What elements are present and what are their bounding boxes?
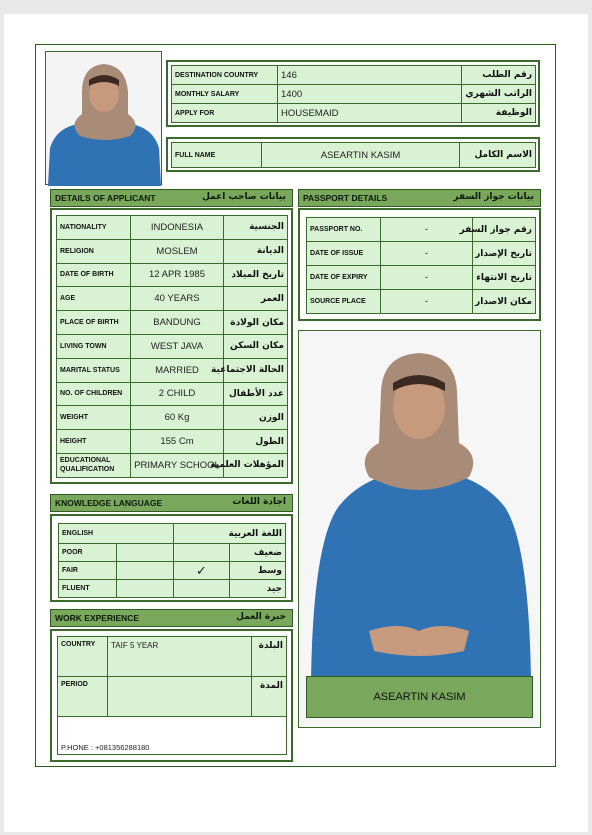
table-row bbox=[57, 239, 288, 263]
name-plate: ASEARTIN KASIM bbox=[306, 676, 533, 718]
language-table bbox=[58, 523, 286, 598]
work-country-ar: البلدة bbox=[252, 637, 287, 677]
passport-title: PASSPORT DETAILS bbox=[303, 193, 388, 203]
applicant-field-value: PRIMARY SCHOOL bbox=[131, 453, 224, 477]
applicant-field-ar: الديانة bbox=[224, 239, 288, 263]
passport-field-label: PASSPORT NO. bbox=[307, 218, 381, 242]
work-period-value bbox=[108, 677, 252, 717]
applicant-field-label: RELIGION bbox=[57, 239, 131, 263]
monthly-salary-ar: الراتب الشهري bbox=[462, 85, 536, 104]
language-header-english: ENGLISH bbox=[59, 524, 174, 544]
applicant-field-value: BANDUNG bbox=[131, 311, 224, 335]
applicant-field-label: EDUCATIONAL QUALIFICATION bbox=[57, 453, 131, 477]
table-row bbox=[59, 544, 286, 562]
applicant-field-label: DATE OF BIRTH bbox=[57, 263, 131, 287]
apply-for-value: HOUSEMAID bbox=[278, 104, 462, 123]
passport-field-value: - bbox=[381, 242, 473, 266]
table-row bbox=[57, 453, 288, 477]
applicant-field-label: MARITAL STATUS bbox=[57, 358, 131, 382]
language-level-label: FLUENT bbox=[59, 580, 117, 598]
table-row bbox=[57, 216, 288, 240]
applicant-field-ar: مكان السكن bbox=[224, 334, 288, 358]
full-name-ar: الاسم الكامل bbox=[460, 143, 536, 168]
full-name-table bbox=[171, 142, 536, 168]
table-row bbox=[59, 524, 286, 544]
table-row bbox=[172, 85, 536, 104]
table-row bbox=[58, 637, 287, 677]
portrait-image bbox=[46, 52, 163, 186]
applicant-field-value: 40 YEARS bbox=[131, 287, 224, 311]
table-row bbox=[57, 263, 288, 287]
table-row bbox=[58, 717, 287, 755]
table-row bbox=[307, 290, 536, 314]
table-row bbox=[59, 562, 286, 580]
language-section-header bbox=[50, 494, 293, 512]
work-country-label: COUNTRY bbox=[58, 637, 108, 677]
full-name-box bbox=[166, 137, 540, 172]
applicant-field-label: NO. OF CHILDREN bbox=[57, 382, 131, 406]
applicant-field-value: 12 APR 1985 bbox=[131, 263, 224, 287]
monthly-salary-value: 1400 bbox=[278, 85, 462, 104]
applicant-field-label: NATIONALITY bbox=[57, 216, 131, 240]
work-period-label: PERIOD bbox=[58, 677, 108, 717]
language-title-ar: اجادة اللغات bbox=[232, 497, 286, 507]
full-name-label: FULL NAME bbox=[172, 143, 262, 168]
small-photo bbox=[45, 51, 162, 185]
applicant-section-header bbox=[50, 189, 293, 207]
table-row bbox=[57, 406, 288, 430]
arabic-level-mark bbox=[174, 544, 230, 562]
table-row bbox=[307, 218, 536, 242]
applicant-field-label: PLACE OF BIRTH bbox=[57, 311, 131, 335]
table-row bbox=[172, 104, 536, 123]
work-section-header bbox=[50, 609, 293, 627]
arabic-level-mark bbox=[174, 580, 230, 598]
work-title-ar: خبرة العمل bbox=[236, 612, 286, 622]
applicant-title: DETAILS OF APPLICANT bbox=[55, 193, 156, 203]
passport-field-value: - bbox=[381, 290, 473, 314]
top-info-box bbox=[166, 60, 540, 127]
top-info-table bbox=[171, 65, 536, 123]
applicant-field-label: LIVING TOWN bbox=[57, 334, 131, 358]
applicant-field-value: 2 CHILD bbox=[131, 382, 224, 406]
table-row bbox=[307, 242, 536, 266]
applicant-field-label: AGE bbox=[57, 287, 131, 311]
applicant-title-ar: بيانات صاحب اعمل bbox=[202, 192, 286, 202]
language-level-label: POOR bbox=[59, 544, 117, 562]
table-row bbox=[172, 66, 536, 85]
apply-for-ar: الوظيفة bbox=[462, 104, 536, 123]
applicant-field-ar: الجنسية bbox=[224, 216, 288, 240]
work-period-ar: المدة bbox=[252, 677, 287, 717]
applicant-field-ar: الوزن bbox=[224, 406, 288, 430]
full-name-value: ASEARTIN KASIM bbox=[262, 143, 460, 168]
applicant-box bbox=[50, 208, 293, 484]
table-row bbox=[57, 358, 288, 382]
applicant-field-ar: الطول bbox=[224, 430, 288, 454]
applicant-field-label: HEIGHT bbox=[57, 430, 131, 454]
work-country-value: TAIF 5 YEAR bbox=[108, 637, 252, 677]
applicant-field-ar: عدد الأطفال bbox=[224, 382, 288, 406]
passport-field-label: DATE OF EXPIRY bbox=[307, 266, 381, 290]
table-row bbox=[172, 143, 536, 168]
language-title: KNOWLEDGE LANGUAGE bbox=[55, 498, 163, 508]
applicant-field-ar: مكان الولادة bbox=[224, 311, 288, 335]
large-photo bbox=[298, 330, 541, 728]
destination-country-label: DESTINATION COUNTRY bbox=[172, 66, 278, 85]
language-level-label: FAIR bbox=[59, 562, 117, 580]
passport-field-ar: تاريخ الإصدار bbox=[473, 242, 536, 266]
full-body-image bbox=[299, 331, 542, 729]
applicant-field-ar: تاريخ الميلاد bbox=[224, 263, 288, 287]
passport-field-label: DATE OF ISSUE bbox=[307, 242, 381, 266]
table-row bbox=[57, 382, 288, 406]
applicant-table bbox=[56, 215, 288, 478]
work-table bbox=[57, 636, 287, 755]
applicant-field-ar: المؤهلات العلمية bbox=[224, 453, 288, 477]
applicant-field-label: WEIGHT bbox=[57, 406, 131, 430]
monthly-salary-label: MONTHLY SALARY bbox=[172, 85, 278, 104]
passport-field-label: SOURCE PLACE bbox=[307, 290, 381, 314]
passport-field-ar: مكان الاصدار bbox=[473, 290, 536, 314]
work-title: WORK EXPERIENCE bbox=[55, 613, 140, 623]
work-box bbox=[50, 629, 293, 762]
destination-country-ar: رقم الطلب bbox=[462, 66, 536, 85]
language-box bbox=[50, 514, 293, 602]
passport-box bbox=[298, 208, 541, 321]
language-level-ar: وسط bbox=[230, 562, 286, 580]
english-level-mark bbox=[117, 562, 174, 580]
language-header-arabic: اللغة العربية bbox=[174, 524, 286, 544]
apply-for-label: APPLY FOR bbox=[172, 104, 278, 123]
passport-table bbox=[306, 217, 536, 314]
applicant-field-value: INDONESIA bbox=[131, 216, 224, 240]
applicant-field-value: 155 Cm bbox=[131, 430, 224, 454]
applicant-field-value: MARRIED bbox=[131, 358, 224, 382]
table-row bbox=[57, 334, 288, 358]
passport-title-ar: بيانات جواز السفر bbox=[453, 192, 534, 202]
passport-field-ar: تاريخ الانتهاء bbox=[473, 266, 536, 290]
language-level-ar: جيد bbox=[230, 580, 286, 598]
table-row bbox=[57, 287, 288, 311]
table-row bbox=[307, 266, 536, 290]
table-row bbox=[59, 580, 286, 598]
table-row bbox=[57, 311, 288, 335]
applicant-field-value: 60 Kg bbox=[131, 406, 224, 430]
applicant-field-value: MOSLEM bbox=[131, 239, 224, 263]
table-row bbox=[58, 677, 287, 717]
applicant-field-ar: الحالة الاجتماعية bbox=[224, 358, 288, 382]
table-row bbox=[57, 430, 288, 454]
passport-field-value: - bbox=[381, 218, 473, 242]
english-level-mark bbox=[117, 580, 174, 598]
applicant-field-ar: العمر bbox=[224, 287, 288, 311]
arabic-level-mark: ✓ bbox=[174, 562, 230, 580]
applicant-field-value: WEST JAVA bbox=[131, 334, 224, 358]
phone-number: P.HONE : +081356288180 bbox=[58, 717, 287, 755]
english-level-mark bbox=[117, 544, 174, 562]
language-level-ar: ضعيف bbox=[230, 544, 286, 562]
passport-field-ar: رقم جواز السفر bbox=[473, 218, 536, 242]
passport-section-header bbox=[298, 189, 541, 207]
passport-field-value: - bbox=[381, 266, 473, 290]
destination-country-value: 146 bbox=[278, 66, 462, 85]
